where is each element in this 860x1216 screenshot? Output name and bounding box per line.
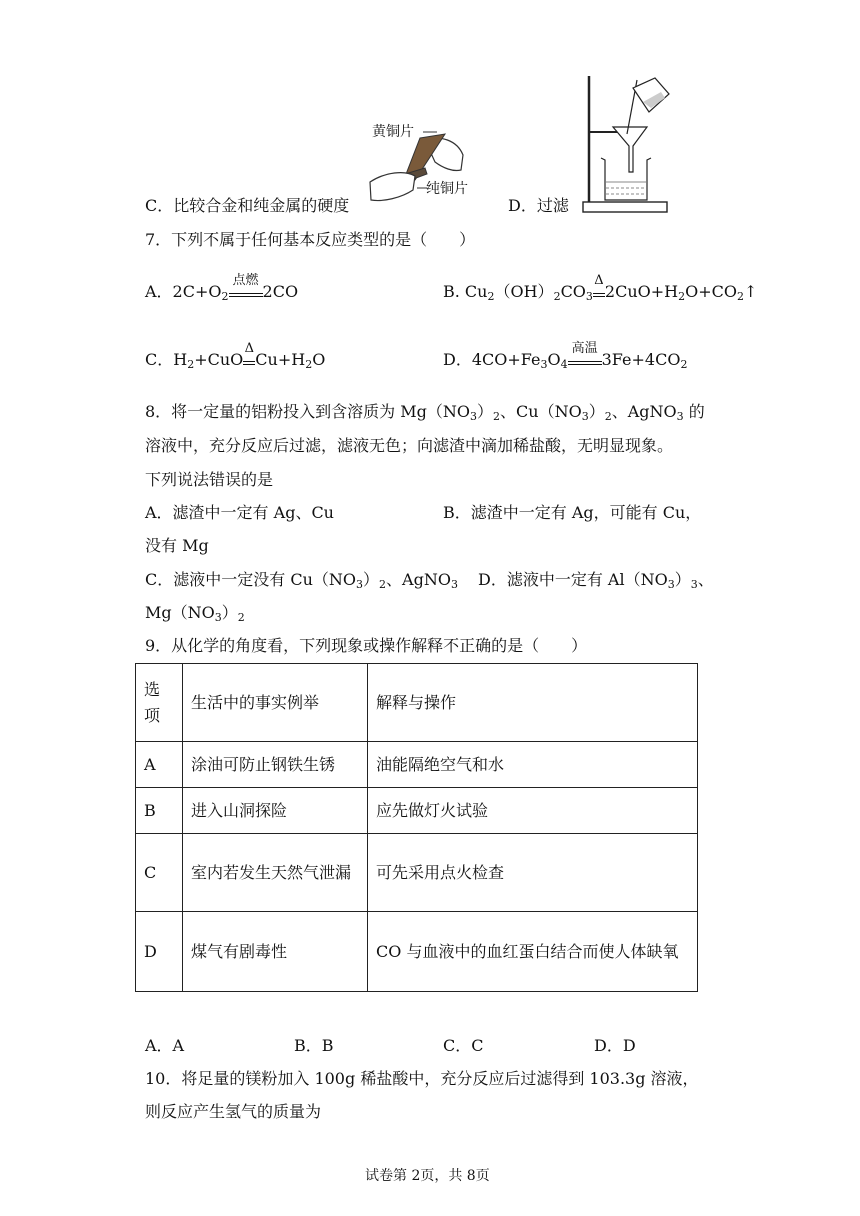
table-cell: C	[136, 834, 183, 912]
table-row	[136, 834, 698, 912]
table-cell: 室内若发生天然气泄漏	[183, 834, 368, 912]
table-cell: CO 与血液中的血红蛋白结合而使人体缺氧	[368, 912, 698, 992]
fig-c-label-top: 黄铜片	[372, 124, 414, 140]
q9-option-a: A．A	[145, 1036, 185, 1055]
q9-option-b: B．B	[294, 1036, 334, 1055]
reaction-condition: Δ	[593, 292, 605, 297]
table-cell: A	[136, 742, 183, 788]
table-cell: 煤气有剧毒性	[183, 912, 368, 992]
filtration-apparatus-figure	[575, 72, 675, 214]
table-row	[136, 742, 698, 788]
q7-option-d: D．$4CO+Fe_3O_4$ 高温 $3Fe+4CO_2$	[443, 341, 688, 371]
table-cell: 进入山洞探险	[183, 788, 368, 834]
q8-option-b-cont: 没有 Mg	[145, 536, 209, 555]
table-row	[136, 788, 698, 834]
q8-option-d-cont: $Mg(NO_3)_2$	[145, 603, 245, 624]
q7-option-a: A．$2C+O_2$ 点燃 2CO	[145, 273, 299, 303]
page-footer: 试卷第 2页，共 8页	[365, 1168, 490, 1184]
table-cell: 涂油可防止钢铁生锈	[183, 742, 368, 788]
q10-stem-line2: 则反应产生氢气的质量为	[145, 1102, 322, 1121]
q10-stem-line1: 10．将足量的镁粉加入 100g 稀盐酸中，充分反应后过滤得到 103.3g 溶液，	[145, 1069, 699, 1088]
table-header-cell: 解释与操作	[368, 664, 698, 742]
q9-table	[135, 663, 698, 992]
q8-stem-line1: 8．将一定量的铝粉投入到含溶质为 $Mg(NO_3)_2$、$Cu(NO_3)_2$、AgNO$_3$ 的	[145, 402, 705, 423]
q6-option-c: C．比较合金和纯金属的硬度	[145, 196, 350, 215]
q8-option-b: B．滤渣中一定有 Ag，可能有 Cu，	[443, 503, 702, 522]
reaction-condition: 高温	[568, 360, 602, 365]
table-cell: 油能隔绝空气和水	[368, 742, 698, 788]
q8-option-c: C．滤液中一定没有 $Cu(NO_3)_2$、AgNO$_3$	[145, 570, 458, 591]
q9-option-d: D．D	[594, 1036, 636, 1055]
reaction-condition: 点燃	[229, 292, 263, 297]
table-row	[136, 912, 698, 992]
table-cell: D	[136, 912, 183, 992]
table-cell: 应先做灯火试验	[368, 788, 698, 834]
q7-option-c: C．$H_2+CuO$ Δ $Cu+H_2O$	[145, 341, 326, 371]
q9-stem: 9．从化学的角度看，下列现象或操作解释不正确的是（ ）	[145, 636, 588, 655]
q8-stem-line3: 下列说法错误的是	[145, 470, 274, 489]
q8-stem-line2: 溶液中，充分反应后过滤，滤液无色；向滤渣中滴加稀盐酸，无明显现象。	[145, 436, 674, 455]
fig-c-label-bottom: 纯铜片	[426, 181, 468, 197]
q6-option-d: D．过滤	[508, 196, 569, 215]
q8-option-a: A．滤渣中一定有 Ag、Cu	[145, 503, 334, 522]
q7-stem: 7．下列不属于任何基本反应类型的是（ ）	[145, 230, 476, 249]
q8-option-d: D．滤液中一定有 $Al(NO_3)_3$、	[478, 570, 714, 591]
q9-option-c: C．C	[443, 1036, 484, 1055]
table-cell: B	[136, 788, 183, 834]
table-header-cell: 生活中的事实例举	[183, 664, 368, 742]
reaction-condition: Δ	[243, 360, 255, 365]
q7-option-b: B. $Cu_2(OH)_2CO_3$ Δ $2CuO+H_2O+CO_2↑$	[443, 273, 758, 303]
table-cell: 可先采用点火检查	[368, 834, 698, 912]
table-header-row	[136, 664, 698, 742]
table-header-cell: 选项	[136, 664, 183, 742]
